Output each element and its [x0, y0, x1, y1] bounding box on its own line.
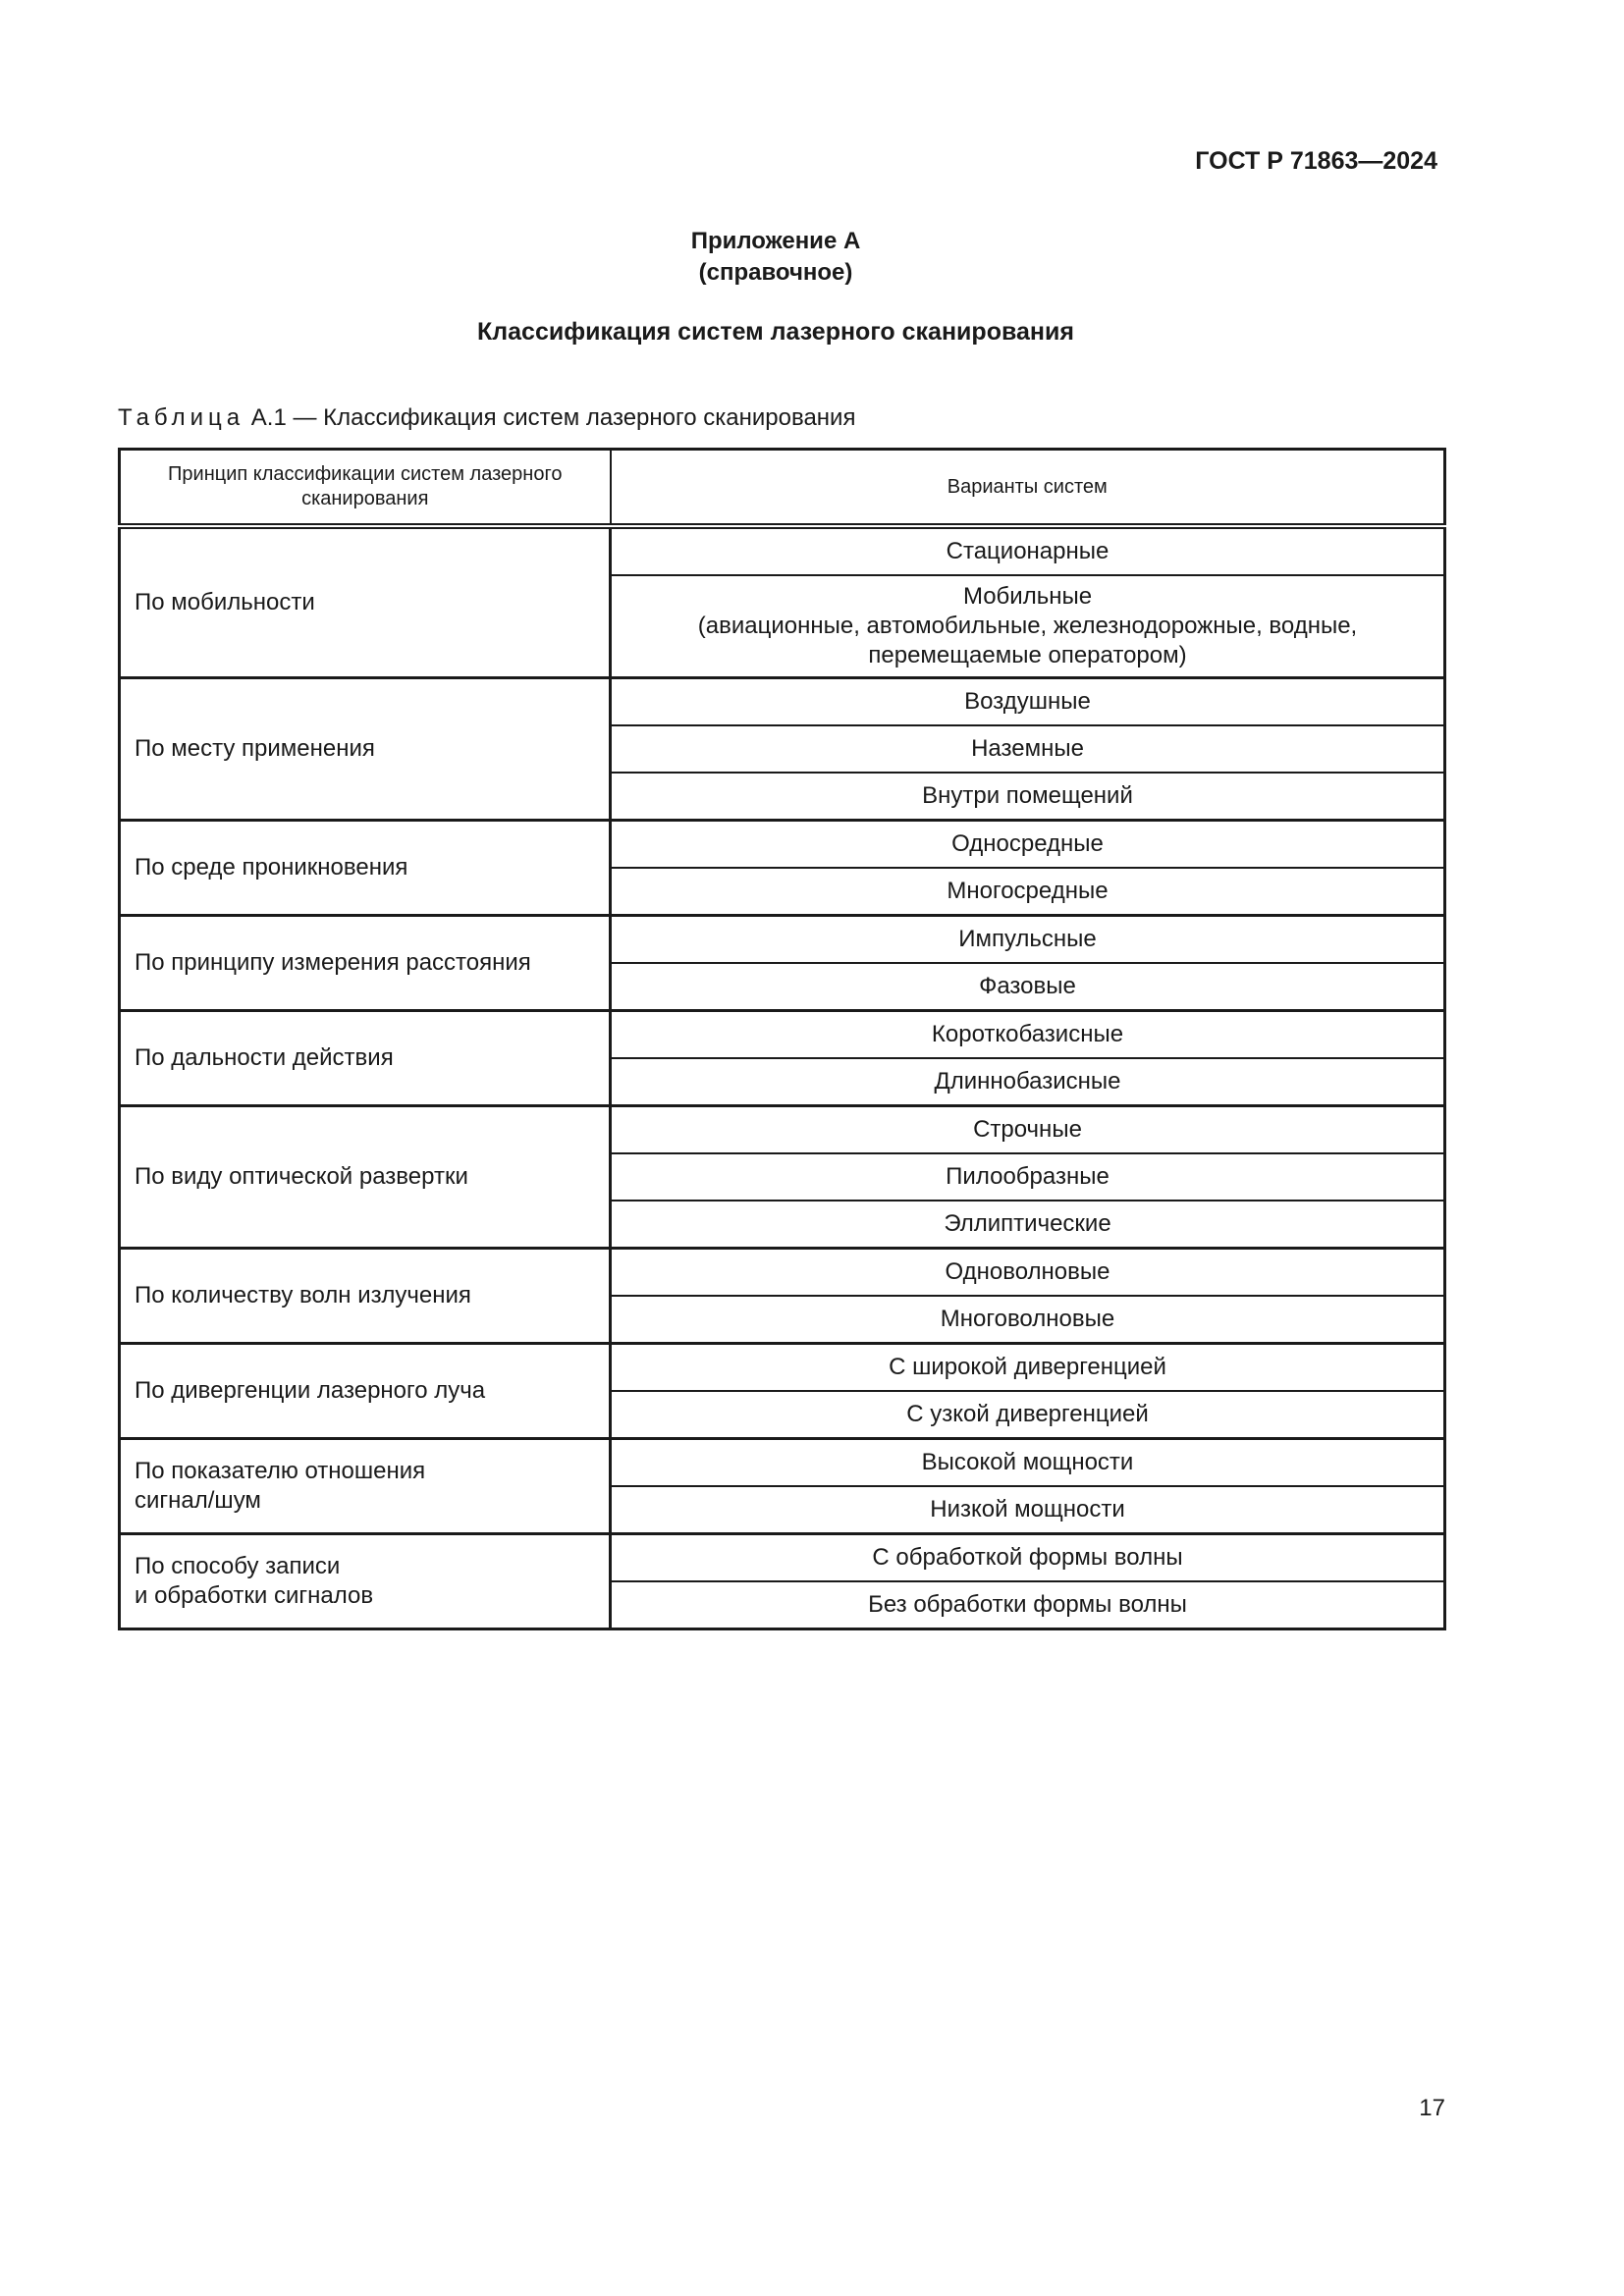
table-caption-label: Таблица: [118, 404, 245, 431]
variant-cell: Импульсные: [611, 916, 1445, 964]
category-cell: По среде проникновения: [120, 821, 611, 916]
category-cell: По количеству волн излучения: [120, 1249, 611, 1344]
category-cell: По дивергенции лазерного луча: [120, 1344, 611, 1439]
variant-cell: Фазовые: [611, 963, 1445, 1011]
category-cell: По мобильности: [120, 526, 611, 678]
variant-line: Мобильные: [962, 583, 1093, 610]
variant-cell: Воздушные: [611, 678, 1445, 726]
category-cell: [120, 1534, 611, 1629]
variant-cell: Длиннобазисные: [611, 1058, 1445, 1106]
appendix-title: Приложение А: [690, 228, 861, 254]
table-row: [120, 678, 1445, 726]
variant-cell: Короткобазисные: [611, 1011, 1445, 1059]
category-cell: По дальности действия: [120, 1011, 611, 1106]
category-line: По показателю отношения: [135, 1458, 426, 1484]
appendix-block: [0, 226, 1551, 289]
variant-cell: Многосредные: [611, 868, 1445, 916]
variant-cell: Пилообразные: [611, 1153, 1445, 1201]
category-cell: По принципу измерения расстояния: [120, 916, 611, 1011]
category-line: сигнал/шум: [135, 1487, 261, 1514]
document-code: ГОСТ Р 71863—2024: [1195, 147, 1437, 175]
table-row: [120, 1106, 1445, 1154]
section-heading: Классификация систем лазерного сканирования: [477, 318, 1074, 346]
page-number: 17: [1419, 2095, 1445, 2121]
classification-table: [118, 448, 1446, 1630]
table-row: [120, 1439, 1445, 1487]
appendix-type: (справочное): [698, 259, 853, 286]
category-cell: По месту применения: [120, 678, 611, 821]
variant-line: (авиационные, автомобильные, железнодорожные, водные,: [697, 613, 1358, 639]
table-row: [120, 526, 1445, 575]
category-line: По способу записи: [135, 1553, 341, 1579]
variant-cell: Эллиптические: [611, 1201, 1445, 1249]
variant-cell: С узкой дивергенцией: [611, 1391, 1445, 1439]
variant-cell: Стационарные: [611, 526, 1445, 575]
header-principle: Принцип классификации систем лазерного сканирования: [120, 450, 611, 527]
table-caption-text: — Классификация систем лазерного сканирования: [286, 404, 856, 431]
variant-cell: С широкой дивергенцией: [611, 1344, 1445, 1392]
variant-cell: Односредные: [611, 821, 1445, 869]
table-caption-number: А.1: [244, 404, 287, 431]
table-row: [120, 916, 1445, 964]
variant-line: перемещаемые оператором): [868, 642, 1187, 668]
variant-cell: Наземные: [611, 725, 1445, 773]
table-row: [120, 1344, 1445, 1392]
category-line: и обработки сигналов: [135, 1582, 374, 1609]
variant-cell: С обработкой формы волны: [611, 1534, 1445, 1582]
category-cell: [120, 1439, 611, 1534]
table-row: [120, 1249, 1445, 1297]
variant-cell: Низкой мощности: [611, 1486, 1445, 1534]
table-row: [120, 1011, 1445, 1059]
variant-cell: Многоволновые: [611, 1296, 1445, 1344]
variant-cell: Строчные: [611, 1106, 1445, 1154]
variant-cell: Без обработки формы волны: [611, 1581, 1445, 1629]
table-caption: [118, 404, 855, 432]
table-row: [120, 821, 1445, 869]
variant-cell: Высокой мощности: [611, 1439, 1445, 1487]
table-header-row: [120, 450, 1445, 527]
variant-cell: [611, 575, 1445, 678]
table-row: [120, 1534, 1445, 1582]
category-cell: По виду оптической развертки: [120, 1106, 611, 1249]
header-variants: Варианты систем: [611, 450, 1445, 527]
variant-cell: Внутри помещений: [611, 773, 1445, 821]
variant-cell: Одноволновые: [611, 1249, 1445, 1297]
